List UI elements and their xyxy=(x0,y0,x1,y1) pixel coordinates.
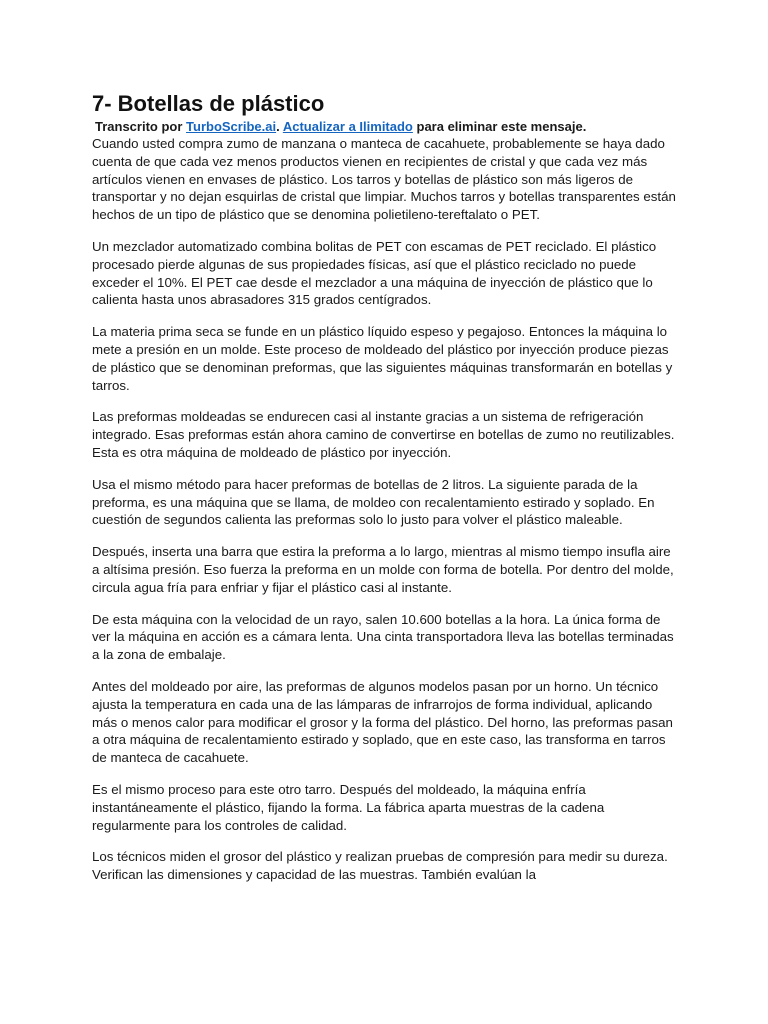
paragraph: Antes del moldeado por aire, las preformas de algunos modelos pasan por un horno. Un técnico ajusta la temperatura en cada una de las lámparas de infrarrojos de forma individual, aplicando más o menos calor para modificar el grosor y la forma del plástico. Del horno, las preformas pasan a otra máquina de recalentamiento estirado y soplado, que en este caso, las transforma en tarros de manteca de cacahuete. xyxy=(92,678,673,766)
paragraph: Cuando usted compra zumo de manzana o manteca de cacahuete, probablemente se haya dado cuenta de que cada vez menos productos vienen en recipientes de cristal y que cada vez más artículos vienen en envases de plástico. Los tarros y botellas de plástico son más ligeros de transportar y no dejan esquirlas de cristal que limpiar. Muchos tarros y botellas transparentes están hechos de un tipo de plástico que se denomina polietileno-tereftalato o PET. xyxy=(92,136,676,223)
paragraph: Las preformas moldeadas se endurecen casi al instante gracias a un sistema de refrigeración integrado. Esas preformas están ahora camino de convertirse en botellas de zumo no reutilizables. Esta es otra máquina de moldeado de plástico por inyección. xyxy=(92,409,675,460)
document-body xyxy=(92,90,677,898)
turboscribe-link[interactable]: TurboScribe.ai xyxy=(186,119,277,134)
paragraph: Los técnicos miden el grosor del plástico y realizan pruebas de compresión para medir su dureza. Verifican las dimensiones y capacidad de las muestras. También evalúan la xyxy=(92,849,668,883)
paragraph: Un mezclador automatizado combina bolitas de PET con escamas de PET reciclado. El plástico procesado pierde algunas de sus propiedades físicas, así que el plástico reciclado no puede exceder el 10%. El PET cae desde el mezclador a una máquina de inyección de plástico que lo calienta hasta unos abrasadores 315 grados centígrados. xyxy=(92,238,657,308)
upgrade-unlimited-link[interactable]: Actualizar a Ilimitado xyxy=(282,119,413,134)
paragraph: Después, inserta una barra que estira la preforma a lo largo, mientras al mismo tiempo insufla aire a altísima presión. Eso fuerza la preforma en un molde con forma de botella. Por dentro del molde, circula agua fría para enfriar y fijar el plástico casi al instante. xyxy=(92,544,674,595)
paragraph: La materia prima seca se funde en un plástico líquido espeso y pegajoso. Entonces la máquina lo mete a presión en un molde. Este proceso de moldeado del plástico por inyección produce piezas de plástico que se denominan preformas, que las siguientes máquinas transformarán en botellas y tarros. xyxy=(92,324,673,393)
transcript-suffix: para eliminar este mensaje. xyxy=(412,119,587,134)
paragraph: Usa el mismo método para hacer preformas de botellas de 2 litros. La siguiente parada de la preforma, es una máquina que se llama, de moldeo con recalentamiento estirado y soplado. En cuestión de segundos calienta las preformas solo lo justo para volver el plástico maleable. xyxy=(92,476,655,528)
paragraph: Es el mismo proceso para este otro tarro. Después del moldeado, la máquina enfría instantáneamente el plástico, fijando la forma. La fábrica aparta muestras de la cadena regularmente para los controles de calidad. xyxy=(92,781,605,833)
document-title: 7- Botellas de plástico xyxy=(92,91,325,116)
transcript-notice xyxy=(95,118,677,135)
paragraph: De esta máquina con la velocidad de un rayo, salen 10.600 botellas a la hora. La única forma de ver la máquina en acción es a cámara lenta. Una cinta transportadora lleva las botellas terminadas a la zona de embalaje. xyxy=(92,611,674,663)
transcript-prefix: Transcrito por xyxy=(95,119,187,134)
transcript-separator: . xyxy=(276,119,283,134)
